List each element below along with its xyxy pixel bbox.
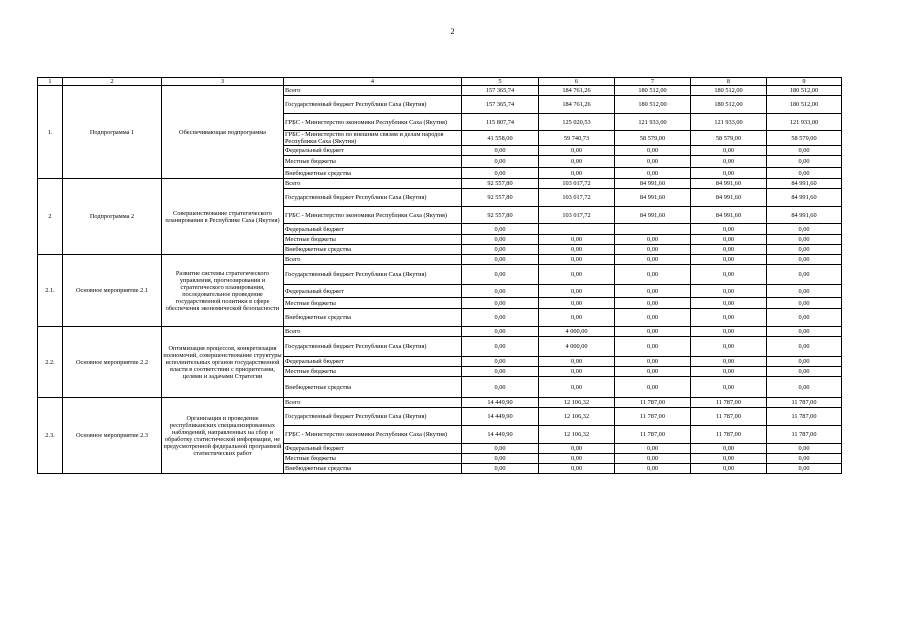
funding-source-cell: Государственный бюджет Республики Саха (Якутия): [284, 189, 462, 207]
amount-cell: 92 557,80: [462, 179, 539, 189]
funding-source-cell: Внебюджетные средства: [284, 245, 462, 255]
amount-cell: 0,00: [462, 357, 539, 367]
funding-source-cell: Государственный бюджет Республики Саха (Якутия): [284, 265, 462, 285]
amount-cell: 84 991,60: [615, 189, 691, 207]
amount-cell: 0,00: [691, 377, 767, 398]
amount-cell: 0,00: [767, 146, 842, 156]
amount-cell: 11 787,00: [615, 426, 691, 444]
amount-cell: 0,00: [539, 255, 615, 265]
header-cell: 8: [691, 78, 767, 86]
funding-source-cell: Государственный бюджет Республики Саха (Якутия): [284, 408, 462, 426]
funding-source-cell: Местные бюджеты: [284, 156, 462, 168]
amount-cell: 0,00: [691, 357, 767, 367]
amount-cell: [615, 224, 691, 235]
amount-cell: 0,00: [691, 245, 767, 255]
header-cell: 7: [615, 78, 691, 86]
amount-cell: 84 991,60: [767, 207, 842, 224]
amount-cell: 0,00: [462, 377, 539, 398]
page-number: 2: [450, 27, 455, 36]
amount-cell: 0,00: [691, 255, 767, 265]
amount-cell: 14 449,90: [462, 408, 539, 426]
amount-cell: 12 106,32: [539, 398, 615, 408]
funding-source-cell: ГРБС - Министерство по внешним связям и делам народов Республики Саха (Якутия): [284, 131, 462, 146]
amount-cell: 0,00: [462, 298, 539, 309]
amount-cell: 0,00: [539, 367, 615, 377]
amount-cell: 0,00: [691, 224, 767, 235]
item-name-cell: Подпрограмма 1: [63, 86, 162, 179]
amount-cell: 0,00: [615, 309, 691, 327]
amount-cell: 0,00: [615, 146, 691, 156]
amount-cell: 121 933,00: [615, 114, 691, 131]
amount-cell: 0,00: [767, 245, 842, 255]
amount-cell: 11 787,00: [691, 398, 767, 408]
amount-cell: 184 761,26: [539, 86, 615, 96]
column-number-row: [38, 78, 842, 86]
amount-cell: 0,00: [691, 327, 767, 337]
amount-cell: 0,00: [615, 454, 691, 464]
amount-cell: 11 787,00: [615, 408, 691, 426]
amount-cell: 0,00: [462, 156, 539, 168]
amount-cell: 0,00: [615, 235, 691, 245]
amount-cell: 0,00: [539, 464, 615, 474]
amount-cell: 0,00: [615, 156, 691, 168]
amount-cell: 0,00: [615, 265, 691, 285]
amount-cell: 0,00: [767, 255, 842, 265]
amount-cell: 0,00: [691, 337, 767, 357]
amount-cell: 0,00: [767, 367, 842, 377]
amount-cell: 0,00: [462, 327, 539, 337]
amount-cell: 0,00: [691, 265, 767, 285]
amount-cell: 84 991,60: [691, 179, 767, 189]
amount-cell: 0,00: [615, 245, 691, 255]
amount-cell: 0,00: [767, 327, 842, 337]
amount-cell: 84 991,60: [615, 179, 691, 189]
header-cell: 3: [162, 78, 284, 86]
amount-cell: 0,00: [615, 357, 691, 367]
amount-cell: 0,00: [539, 454, 615, 464]
funding-source-cell: Местные бюджеты: [284, 454, 462, 464]
amount-cell: 0,00: [691, 309, 767, 327]
amount-cell: 0,00: [615, 464, 691, 474]
amount-cell: 0,00: [462, 464, 539, 474]
amount-cell: 0,00: [767, 156, 842, 168]
amount-cell: 12 106,32: [539, 426, 615, 444]
amount-cell: 11 787,00: [691, 426, 767, 444]
amount-cell: 12 106,32: [539, 408, 615, 426]
funding-source-cell: Федеральный бюджет: [284, 224, 462, 235]
amount-cell: 0,00: [539, 298, 615, 309]
item-number-cell: 2.1.: [38, 255, 63, 327]
item-description-cell: Развитие системы стратегического управления, прогнозирования и стратегического планирования, последовательное проведение государственной политики в сфере обеспечения экономической безопасности: [162, 255, 284, 327]
amount-cell: 0,00: [539, 377, 615, 398]
amount-cell: 103 017,72: [539, 207, 615, 224]
amount-cell: 0,00: [691, 156, 767, 168]
amount-cell: 0,00: [767, 285, 842, 298]
funding-source-cell: Федеральный бюджет: [284, 146, 462, 156]
amount-cell: 180 512,00: [767, 86, 842, 96]
amount-cell: 0,00: [462, 235, 539, 245]
funding-source-cell: Федеральный бюджет: [284, 444, 462, 454]
amount-cell: 14 449,90: [462, 398, 539, 408]
funding-source-cell: ГРБС - Министерство экономики Республики Саха (Якутия): [284, 207, 462, 224]
amount-cell: 0,00: [462, 224, 539, 235]
amount-cell: 0,00: [691, 454, 767, 464]
amount-cell: 0,00: [767, 235, 842, 245]
amount-cell: 0,00: [539, 309, 615, 327]
header-cell: 4: [284, 78, 462, 86]
amount-cell: 84 991,60: [615, 207, 691, 224]
amount-cell: 0,00: [767, 309, 842, 327]
funding-source-cell: ГРБС - Министерство экономики Республики Саха (Якутия): [284, 426, 462, 444]
amount-cell: 0,00: [691, 444, 767, 454]
amount-cell: 59 740,73: [539, 131, 615, 146]
amount-cell: 0,00: [691, 367, 767, 377]
header-cell: 5: [462, 78, 539, 86]
amount-cell: 0,00: [539, 357, 615, 367]
amount-cell: 157 365,74: [462, 86, 539, 96]
amount-cell: 121 933,00: [691, 114, 767, 131]
table-row: [38, 179, 842, 189]
amount-cell: 0,00: [615, 377, 691, 398]
amount-cell: 11 787,00: [691, 408, 767, 426]
amount-cell: 180 512,00: [615, 86, 691, 96]
amount-cell: 0,00: [462, 309, 539, 327]
funding-source-cell: Местные бюджеты: [284, 235, 462, 245]
amount-cell: 0,00: [462, 285, 539, 298]
amount-cell: 0,00: [767, 357, 842, 367]
amount-cell: 0,00: [462, 146, 539, 156]
amount-cell: 0,00: [539, 285, 615, 298]
amount-cell: 58 579,00: [767, 131, 842, 146]
amount-cell: 58 579,00: [615, 131, 691, 146]
amount-cell: 0,00: [615, 444, 691, 454]
item-name-cell: Основное мероприятие 2.3: [63, 398, 162, 474]
amount-cell: 0,00: [462, 337, 539, 357]
amount-cell: 0,00: [691, 146, 767, 156]
budget-table: [37, 77, 842, 474]
item-number-cell: 2.2.: [38, 327, 63, 398]
item-description-cell: Совершенствование стратегического планирования в Республике Саха (Якутия): [162, 179, 284, 255]
amount-cell: 0,00: [539, 444, 615, 454]
funding-source-cell: Федеральный бюджет: [284, 285, 462, 298]
amount-cell: 4 000,00: [539, 337, 615, 357]
funding-source-cell: Государственный бюджет Республики Саха (Якутия): [284, 96, 462, 114]
amount-cell: 0,00: [615, 327, 691, 337]
amount-cell: 0,00: [615, 285, 691, 298]
amount-cell: 125 020,53: [539, 114, 615, 131]
amount-cell: 92 557,80: [462, 207, 539, 224]
amount-cell: 184 761,26: [539, 96, 615, 114]
amount-cell: 0,00: [539, 245, 615, 255]
header-cell: 6: [539, 78, 615, 86]
table-row: [38, 398, 842, 408]
amount-cell: 41 558,00: [462, 131, 539, 146]
funding-source-cell: Внебюджетные средства: [284, 464, 462, 474]
funding-source-cell: Всего: [284, 327, 462, 337]
amount-cell: 157 365,74: [462, 96, 539, 114]
item-name-cell: Основное мероприятие 2.2: [63, 327, 162, 398]
amount-cell: 84 991,60: [691, 189, 767, 207]
amount-cell: 180 512,00: [615, 96, 691, 114]
funding-source-cell: Всего: [284, 86, 462, 96]
amount-cell: 92 557,80: [462, 189, 539, 207]
amount-cell: 0,00: [462, 444, 539, 454]
item-number-cell: 1.: [38, 86, 63, 179]
item-name-cell: Основное мероприятие 2.1: [63, 255, 162, 327]
amount-cell: 0,00: [767, 337, 842, 357]
amount-cell: 115 807,74: [462, 114, 539, 131]
amount-cell: 0,00: [539, 156, 615, 168]
amount-cell: 58 579,00: [691, 131, 767, 146]
header-cell: 1: [38, 78, 63, 86]
amount-cell: 0,00: [767, 454, 842, 464]
amount-cell: 0,00: [462, 245, 539, 255]
amount-cell: 0,00: [767, 265, 842, 285]
table-row: [38, 86, 842, 96]
header-cell: 2: [63, 78, 162, 86]
funding-source-cell: Местные бюджеты: [284, 367, 462, 377]
amount-cell: 180 512,00: [691, 96, 767, 114]
amount-cell: 0,00: [539, 235, 615, 245]
amount-cell: 0,00: [691, 298, 767, 309]
amount-cell: 0,00: [767, 444, 842, 454]
amount-cell: 0,00: [691, 464, 767, 474]
amount-cell: 0,00: [462, 367, 539, 377]
amount-cell: 11 787,00: [615, 398, 691, 408]
amount-cell: 0,00: [462, 265, 539, 285]
amount-cell: 0,00: [767, 464, 842, 474]
amount-cell: 180 512,00: [691, 86, 767, 96]
funding-source-cell: Внебюджетные средства: [284, 377, 462, 398]
amount-cell: 11 787,00: [767, 408, 842, 426]
table-row: [38, 255, 842, 265]
table-row: [38, 327, 842, 337]
amount-cell: 0,00: [767, 168, 842, 179]
item-number-cell: 2: [38, 179, 63, 255]
amount-cell: 0,00: [767, 298, 842, 309]
funding-source-cell: Государственный бюджет Республики Саха (Якутия): [284, 337, 462, 357]
amount-cell: 0,00: [539, 168, 615, 179]
amount-cell: 4 000,00: [539, 327, 615, 337]
amount-cell: 0,00: [462, 168, 539, 179]
amount-cell: 0,00: [691, 285, 767, 298]
amount-cell: 84 991,60: [767, 179, 842, 189]
amount-cell: 0,00: [767, 377, 842, 398]
item-description-cell: Оптимизация процессов, конкретизация полномочий, совершенствование структуры исполнительных органов государственной власти в соответствии с приоритетами, целями и задачами Стратегии: [162, 327, 284, 398]
funding-source-cell: Всего: [284, 398, 462, 408]
amount-cell: 103 017,72: [539, 189, 615, 207]
item-description-cell: Обеспечивающая подпрограмма: [162, 86, 284, 179]
amount-cell: 11 787,00: [767, 398, 842, 408]
amount-cell: 0,00: [539, 146, 615, 156]
amount-cell: 0,00: [615, 168, 691, 179]
amount-cell: 121 933,00: [767, 114, 842, 131]
table-body: [38, 78, 842, 474]
amount-cell: 0,00: [615, 255, 691, 265]
amount-cell: 0,00: [691, 235, 767, 245]
amount-cell: 0,00: [615, 367, 691, 377]
funding-source-cell: Внебюджетные средства: [284, 168, 462, 179]
amount-cell: 0,00: [539, 265, 615, 285]
amount-cell: 0,00: [462, 454, 539, 464]
funding-source-cell: Всего: [284, 255, 462, 265]
item-name-cell: Подпрограмма 2: [63, 179, 162, 255]
amount-cell: 0,00: [615, 337, 691, 357]
amount-cell: 84 991,60: [691, 207, 767, 224]
funding-source-cell: Местные бюджеты: [284, 298, 462, 309]
header-cell: 9: [767, 78, 842, 86]
funding-source-cell: Внебюджетные средства: [284, 309, 462, 327]
amount-cell: 84 991,60: [767, 189, 842, 207]
amount-cell: 0,00: [615, 298, 691, 309]
item-number-cell: 2.3.: [38, 398, 63, 474]
funding-source-cell: Федеральный бюджет: [284, 357, 462, 367]
amount-cell: 14 449,90: [462, 426, 539, 444]
amount-cell: [539, 224, 615, 235]
amount-cell: 0,00: [691, 168, 767, 179]
amount-cell: 0,00: [767, 224, 842, 235]
amount-cell: 11 787,00: [767, 426, 842, 444]
item-description-cell: Организация и проведение республиканских специализированных наблюдений, направленных на сбор и обработку статистической информации, не предусмотренной федеральной программой статистических работ: [162, 398, 284, 474]
amount-cell: 0,00: [462, 255, 539, 265]
funding-source-cell: ГРБС - Министерство экономики Республики Саха (Якутия): [284, 114, 462, 131]
funding-source-cell: Всего: [284, 179, 462, 189]
amount-cell: 103 017,72: [539, 179, 615, 189]
amount-cell: 180 512,00: [767, 96, 842, 114]
